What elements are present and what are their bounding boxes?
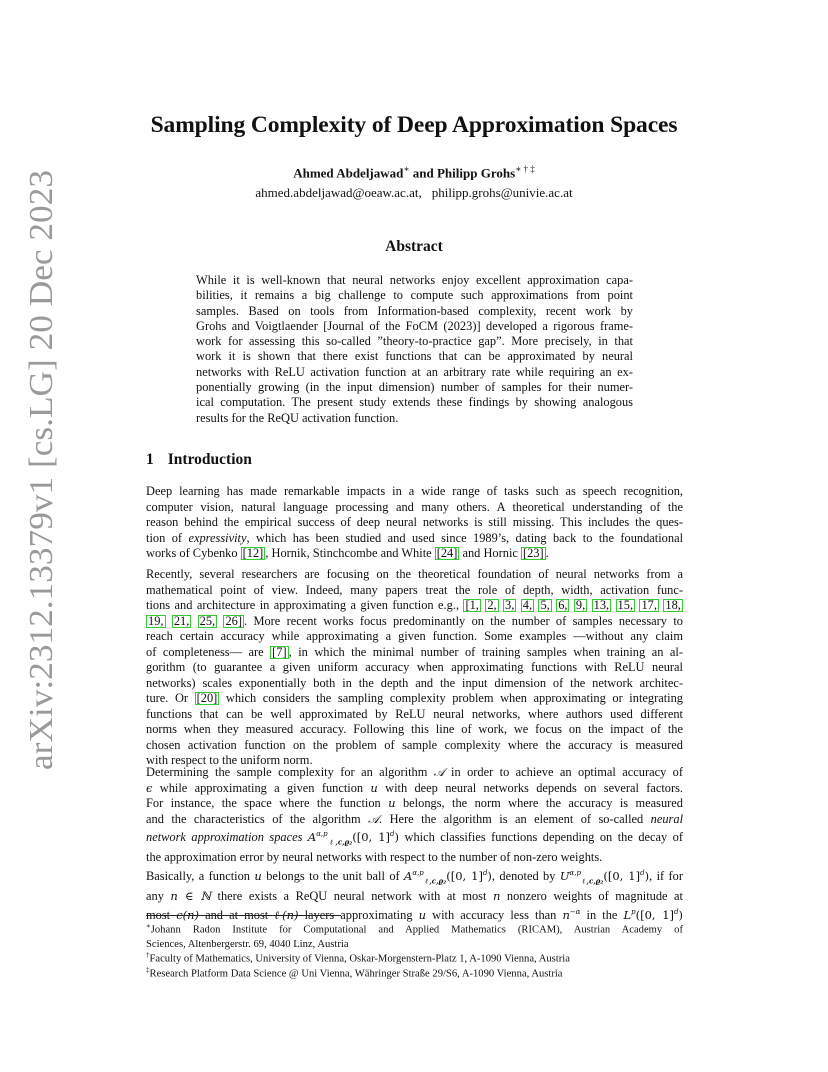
- text-span: , which has been studied and used since 1989’s, dating back to the foundational: [246, 530, 684, 545]
- section-heading: [146, 451, 252, 469]
- math-domain: ): [678, 907, 684, 922]
- math-symbol: U: [559, 869, 570, 884]
- text-line: [146, 889, 683, 905]
- math-symbol: u: [254, 869, 262, 884]
- citation-link[interactable]: 25,: [199, 613, 216, 628]
- text-line: reason behind the empirical success of deep neural networks is still missing. This includes the ques-: [146, 515, 683, 529]
- emphasis: network approximation spaces: [146, 830, 308, 845]
- text-span: .: [545, 546, 549, 560]
- author-name: Philipp Grohs: [436, 165, 516, 181]
- author-conjunction: and: [412, 165, 434, 181]
- author-emails: [0, 185, 828, 201]
- math-subscript: ℓ,c,ϱ₂: [327, 837, 353, 847]
- math-superscript: α,p: [569, 869, 581, 877]
- math-symbol: u: [418, 907, 427, 922]
- affiliation-mark: ∗: [403, 164, 410, 174]
- text-line: norms when they measured accuracy. Following this line of work, we focus on the impact of the: [146, 722, 683, 736]
- text-line: [146, 691, 683, 707]
- text-line: [146, 531, 683, 547]
- text-span: which considers the sampling complexity problem when approximating or integrating: [219, 691, 683, 705]
- footnote-3: [146, 963, 683, 982]
- math-subscript: ℓ,c,ϱ₂: [580, 876, 604, 886]
- math-symbol: A: [307, 830, 317, 845]
- math-superscript: d: [674, 907, 679, 916]
- footnote-mark: ‡: [146, 966, 150, 974]
- text-span: and at most: [199, 907, 275, 922]
- author-line: [0, 164, 828, 181]
- text-line: mathematical point of view. Indeed, many papers treat the role of depth, width, activation func-: [146, 582, 683, 597]
- author-name: Ahmed Abdeljawad: [293, 165, 404, 181]
- text-line: [146, 796, 683, 812]
- text-span: of completeness— are: [146, 644, 271, 659]
- math-superscript: α,p: [412, 869, 424, 877]
- text-span: ture. Or: [146, 691, 195, 705]
- text-span: . More recent works focus predominantly on the number of samples necessary to: [244, 613, 683, 628]
- text-span: in order to achieve an optimal accuracy of: [444, 765, 683, 779]
- intro-paragraph-1: [146, 484, 683, 562]
- text-line: with respect to the uniform norm.: [146, 753, 313, 767]
- footnote-rule: [146, 915, 341, 916]
- footnote-mark: ∗: [146, 922, 151, 930]
- math-symbol: 𝒜: [368, 811, 380, 826]
- text-line: [146, 827, 683, 850]
- math-superscript: α,p: [316, 830, 328, 838]
- text-span: Determining the sample complexity for an algorithm: [146, 765, 434, 779]
- math-symbol: A: [404, 869, 413, 884]
- text-line: [146, 765, 683, 781]
- text-span: and the characteristics of the algorithm: [146, 811, 369, 826]
- citation-link[interactable]: [20]: [196, 691, 218, 705]
- abstract-line: ponentially growing (in the input dimension) number of samples for their numer-: [196, 380, 633, 395]
- abstract-line: Grohs and Voigtlaender [Journal of the FoCM (2023)] developed a rigorous frame-: [196, 318, 633, 333]
- citation-link[interactable]: 13,: [593, 598, 610, 612]
- text-span: nonzero weights of magnitude at: [500, 889, 683, 904]
- emphasis: neural: [650, 811, 684, 826]
- intro-paragraph-3: [146, 765, 683, 866]
- citation-link[interactable]: 4,: [522, 598, 533, 612]
- math-superscript: d: [390, 830, 395, 838]
- text-span: For instance, the space where the function: [146, 796, 389, 810]
- text-span: which classifies functions depending on the decay of: [399, 830, 684, 845]
- text-span: , if for: [649, 869, 683, 884]
- text-line: [146, 866, 683, 889]
- paper-title: Sampling Complexity of Deep Approximation Spaces: [150, 112, 678, 138]
- text-line: computer vision, natural language processing and many others. A theoretical understanding of the: [146, 499, 683, 514]
- citation-link[interactable]: [1,: [465, 598, 479, 612]
- text-line: gorithm (to guarantee a given uniform accuracy when approximating functions with ReLU neural: [146, 660, 683, 674]
- text-line: [146, 598, 683, 614]
- citation-link[interactable]: 19,: [148, 613, 164, 628]
- text-span: and Hornic: [459, 546, 521, 560]
- citation-link[interactable]: [23]: [522, 546, 544, 560]
- text-span: , Hornik, Stinchcombe and White: [265, 546, 435, 560]
- text-line: reach certain accuracy while approximating a given function. Some examples —without any claim: [146, 629, 683, 643]
- math-domain: ([0, 1]: [352, 830, 391, 845]
- math-symbol: c(n): [176, 907, 200, 922]
- abstract-line: networks with ReLU activation function at an arbitrary rate while requiring an ex-: [196, 364, 633, 379]
- affiliation-mark: ∗ † ‡: [515, 164, 535, 174]
- footnote-mark: †: [146, 951, 150, 959]
- citation-link[interactable]: [12]: [242, 546, 264, 560]
- email-link[interactable]: philipp.grohs@univie.ac.at: [431, 185, 573, 200]
- citation-link[interactable]: 3,: [505, 598, 515, 612]
- citation-link[interactable]: 15,: [617, 598, 634, 612]
- text-line: [146, 614, 683, 630]
- arxiv-stamp-text: arXiv:2312.13379v1 [cs.LG] 20 Dec 2023: [23, 192, 60, 770]
- text-span: . Here the algorithm is an element of so-called: [379, 811, 651, 826]
- math-symbol: ϵ: [146, 780, 153, 795]
- text-span: , denoted by: [491, 869, 560, 884]
- math-superscript: p: [631, 907, 636, 916]
- abstract-line: bilities, it remains a big challenge to compute such approximations from point: [196, 288, 633, 303]
- math-symbol: u: [370, 780, 378, 795]
- math-symbol: ℓ(n): [274, 907, 299, 922]
- text-line: [146, 812, 683, 828]
- section-number: 1: [146, 451, 154, 468]
- emphasis: expressivity: [188, 530, 247, 545]
- citation-link[interactable]: 6,: [558, 598, 568, 612]
- abstract-body: [196, 273, 633, 426]
- math-domain: ): [644, 869, 650, 884]
- abstract-line: work it is shown that there exist functions that can be approximated by neural: [196, 349, 633, 364]
- citation-link[interactable]: 5,: [540, 598, 550, 612]
- text-span: there exists a ReQU neural network with at most: [211, 889, 493, 904]
- math-domain: ([0, 1]: [603, 869, 641, 884]
- email-link[interactable]: ahmed.abdeljawad@oeaw.ac.at,: [255, 185, 422, 200]
- math-superscript: d: [482, 869, 488, 877]
- math-symbol: 𝒜: [433, 765, 445, 779]
- citation-link[interactable]: [24]: [436, 546, 458, 560]
- math-domain: ([0, 1]: [635, 907, 675, 922]
- math-symbol: n: [562, 907, 570, 922]
- citation-link[interactable]: [7]: [272, 644, 287, 659]
- text-span: belongs, the norm where the accuracy is measured: [395, 796, 683, 810]
- math-symbol: L: [623, 907, 632, 922]
- math-symbol: n: [492, 889, 501, 904]
- math-domain: ): [394, 830, 400, 845]
- text-line: chosen activation function on the problem of sample complexity where the accuracy is measured: [146, 737, 683, 752]
- abstract-line: While it is well-known that neural networks enjoy excellent approximation capa-: [196, 273, 633, 287]
- citation-link[interactable]: 17,: [641, 598, 657, 612]
- footnote-line: Sciences, Altenbergerstr. 69, 4040 Linz, Austria: [146, 938, 349, 950]
- intro-paragraph-2: [146, 567, 683, 769]
- text-line: Deep learning has made remarkable impacts in a wide range of tasks such as speech recognition,: [146, 484, 683, 498]
- footnote-line: [146, 919, 683, 938]
- text-span: any: [146, 889, 171, 904]
- text-line: functions that can be well approximated by ReLU neural networks, where authors used different: [146, 706, 683, 721]
- text-span: belongs to the unit ball of: [261, 869, 405, 884]
- math-symbol: u: [388, 796, 396, 810]
- math-superscript: −α: [569, 907, 581, 916]
- text-span: with accuracy less than: [426, 907, 563, 922]
- citation-link[interactable]: 26]: [225, 613, 243, 628]
- footnote-text: Faculty of Mathematics, University of Vienna, Oskar-Morgenstern-Platz 1, A-1090 Vienna, Austria: [149, 953, 570, 965]
- abstract-line: ical computation. The present study extends these findings by showing analogous: [196, 395, 633, 410]
- text-span: with deep neural networks depends on several factors.: [377, 780, 683, 795]
- math-domain: ): [487, 869, 492, 884]
- abstract-line: results for the ReQU activation function.: [196, 410, 399, 425]
- text-line: networks) scales exponentially both in the depth and the input dimension of the network architec-: [146, 675, 683, 690]
- footnote-text: Research Platform Data Science @ Uni Vienna, Währinger Straße 29/S6, A-1090 Vienna, Austria: [149, 968, 563, 980]
- footnote-1: [146, 919, 683, 952]
- text-line: [146, 546, 683, 562]
- abstract-line: work for assessing this so-called ”theory-to-practice gap”. More precisely, in that: [196, 334, 633, 349]
- text-span: in the: [580, 907, 624, 922]
- text-span: Basically, a function: [146, 869, 255, 884]
- text-span: most: [146, 907, 177, 922]
- text-line: the approximation error by neural networks with respect to the number of non-zero weights.: [146, 850, 603, 865]
- citation-link[interactable]: 2,: [487, 598, 497, 612]
- footnote-line: [146, 963, 683, 982]
- section-title: Introduction: [167, 451, 252, 468]
- citation-link[interactable]: 21,: [173, 613, 190, 628]
- abstract-heading: Abstract: [385, 238, 443, 255]
- text-line: [146, 645, 683, 661]
- text-span: , in which the minimal number of training samples when training an al-: [288, 644, 683, 659]
- text-span: layers approximating: [298, 907, 419, 922]
- math-symbol: n ∈ ℕ: [170, 889, 212, 904]
- text-line: [146, 781, 683, 797]
- text-span: tions and architecture in approximating a given function e.g.,: [146, 598, 464, 612]
- citation-link[interactable]: 9,: [575, 598, 586, 612]
- abstract-line: samples. Based on tools from Information-based complexity, recent work by: [196, 303, 633, 318]
- footnote-text: Johann Radon Institute for Computational and Applied Mathematics (RICAM), Austrian Academy of: [150, 924, 683, 936]
- math-domain: ([0, 1]: [446, 869, 483, 884]
- citation-link[interactable]: 18,: [665, 598, 681, 612]
- math-superscript: d: [640, 869, 645, 877]
- text-line: Recently, several researchers are focusing on the theoretical foundation of neural networks from a: [146, 567, 683, 581]
- text-span: works of Cybenko: [146, 546, 241, 560]
- text-span: tion of: [146, 530, 189, 545]
- text-span: while approximating a given function: [152, 780, 371, 795]
- math-subscript: ℓ,c,ϱ₂: [423, 876, 447, 886]
